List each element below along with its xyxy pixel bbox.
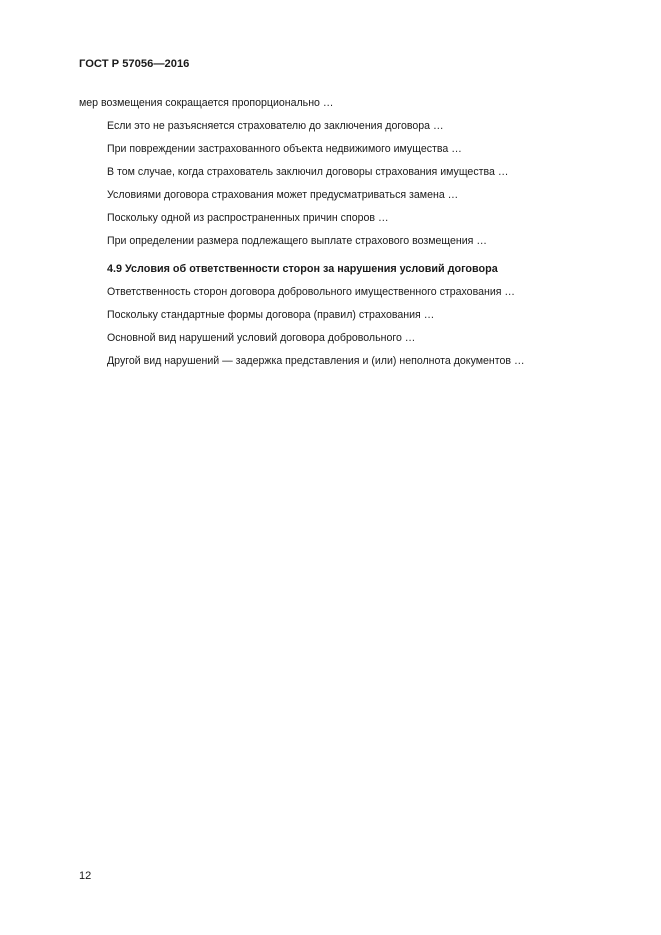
paragraph: При определении размера подлежащего выплате страхового возмещения … xyxy=(107,235,487,247)
paragraph: Если это не разъясняется страхователю до заключения договора … xyxy=(107,120,444,132)
section-title: 4.9 Условия об ответственности сторон за нарушения условий договора xyxy=(107,263,498,275)
paragraph: Поскольку одной из распространенных причин споров … xyxy=(107,212,389,224)
paragraph: В том случае, когда страхователь заключил договоры страхования имущества … xyxy=(107,166,509,178)
page-body xyxy=(79,96,606,377)
document-code-header: ГОСТ Р 57056—2016 xyxy=(79,58,190,70)
paragraph: Другой вид нарушений — задержка представления и (или) неполнота документов … xyxy=(107,355,525,367)
paragraph: Условиями договора страхования может предусматриваться замена … xyxy=(107,189,459,201)
paragraph: Поскольку стандартные формы договора (правил) страхования … xyxy=(107,309,435,321)
paragraph: мер возмещения сокращается пропорционально … xyxy=(79,97,334,109)
page-number: 12 xyxy=(79,870,92,882)
paragraph: При повреждении застрахованного объекта недвижимого имущества … xyxy=(107,143,462,155)
paragraph: Основной вид нарушений условий договора добровольного … xyxy=(107,332,416,344)
paragraph: Ответственность сторон договора добровольного имущественного страхования … xyxy=(107,286,516,298)
